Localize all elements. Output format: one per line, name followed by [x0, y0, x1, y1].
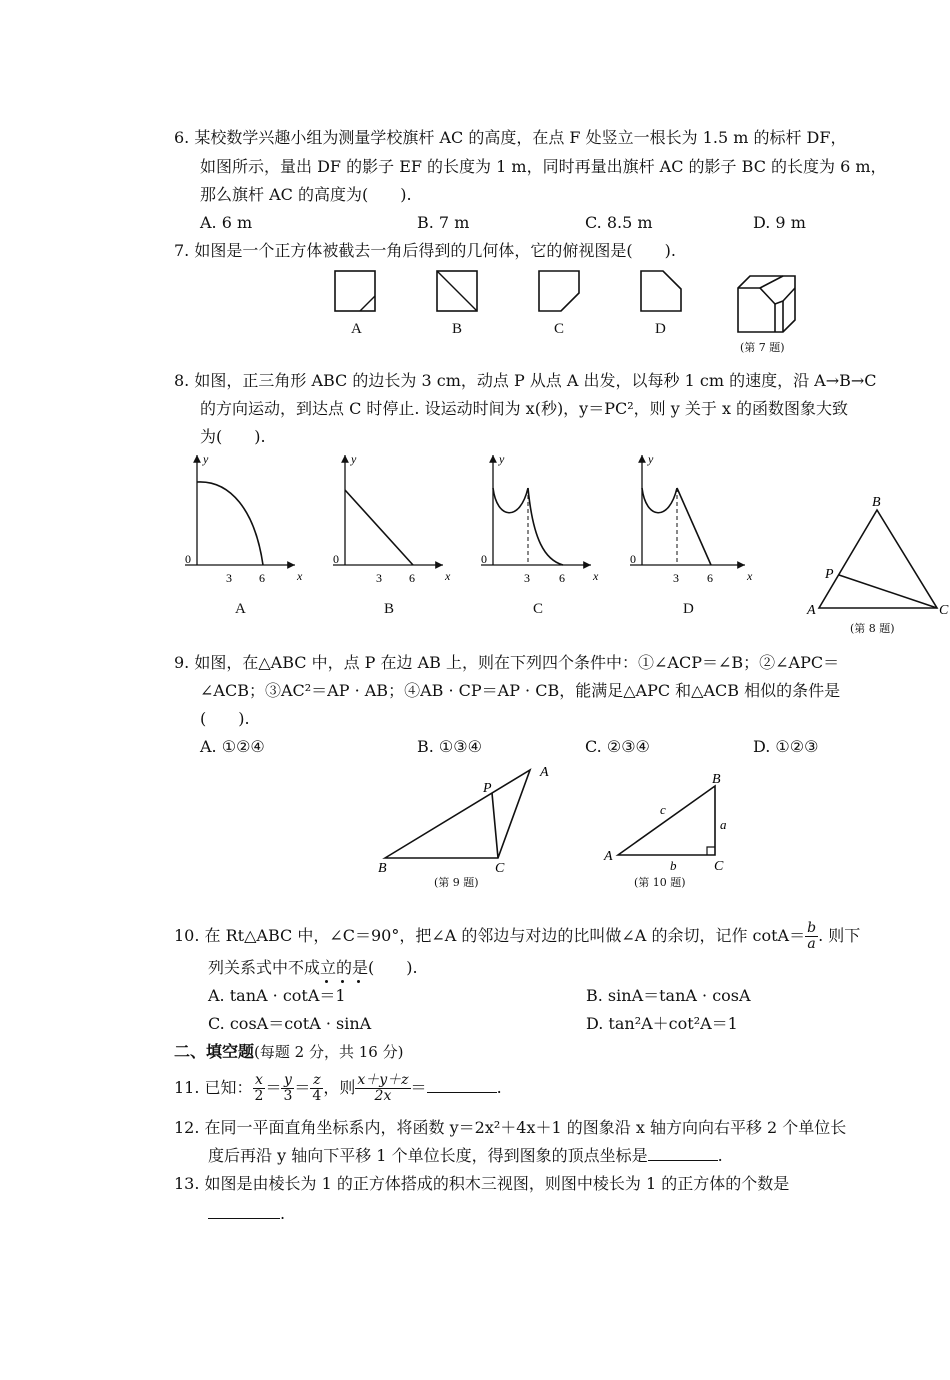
q8-graph-d	[630, 455, 745, 565]
q9-option-b: B. ①③④	[417, 737, 482, 756]
q9-point-b: B	[378, 861, 387, 876]
q10-emphasis-dot-1	[325, 980, 328, 983]
q9-line1: 9. 如图，在△ABC 中，点 P 在边 AB 上，则在下列四个条件中：①∠ACP＝∠B；②∠APC＝	[174, 653, 840, 672]
q8-c-xlabel: x	[593, 569, 599, 583]
q10-point-c: C	[714, 859, 724, 874]
q8-graph-label-b: B	[384, 601, 395, 617]
q11-f3-num: z	[310, 1073, 323, 1089]
section2-heading	[174, 1042, 403, 1062]
q8-graphs-figure	[175, 450, 755, 600]
q11-f4-num: x＋y＋z	[357, 1072, 409, 1088]
q8-line3: 为( ).	[200, 427, 266, 446]
q11-frac-y	[281, 1073, 294, 1104]
q11-answer-blank[interactable]	[427, 1078, 497, 1093]
q7-label-b: B	[452, 321, 463, 337]
q11-prefix: 11. 已知：	[174, 1078, 253, 1097]
q9-triangle-figure	[375, 762, 565, 877]
q8-b-ylabel: y	[351, 452, 357, 466]
q13-end: .	[280, 1204, 286, 1223]
q10-frac-numerator: b	[807, 920, 817, 936]
q8-point-p: P	[825, 567, 834, 582]
q8-point-c: C	[939, 603, 949, 618]
q9-option-a: A. ①②④	[200, 737, 265, 756]
q8-graph-label-a: A	[235, 601, 246, 617]
q8-a-tick3: 3	[226, 571, 232, 585]
q9-option-c: C. ②③④	[585, 737, 650, 756]
q11-eq2: ＝	[294, 1078, 311, 1097]
q8-graph-label-c: C	[533, 601, 544, 617]
q8-b-origin: 0	[333, 552, 339, 566]
q6-option-d: D. 9 m	[753, 213, 806, 232]
section2-note: (每题 2 分，共 16 分)	[254, 1043, 404, 1061]
q8-triangle-figure	[805, 490, 950, 618]
section2-title: 二、填空题	[174, 1042, 255, 1061]
q8-graph-c	[481, 455, 591, 565]
q10-line1	[174, 916, 860, 956]
q8-c-origin: 0	[481, 552, 487, 566]
q12-line2-wrap	[208, 1146, 723, 1166]
q6-option-b: B. 7 m	[417, 213, 470, 232]
q10-line1-text: 10. 在 Rt△ABC 中，∠C＝90°，把∠A 的邻边与对边的比叫做∠A 的余切，记作 cotA＝	[174, 926, 806, 945]
q8-graph-b	[333, 455, 443, 565]
q11-frac-z	[310, 1073, 323, 1104]
q9-point-c: C	[495, 861, 505, 876]
q11-line	[174, 1068, 502, 1108]
q7-view-a	[335, 271, 375, 311]
q12-line2: 度后再沿 y 轴向下平移 1 个单位长度，得到图象的顶点坐标是	[208, 1146, 648, 1165]
q7-caption: (第 7 题)	[740, 341, 785, 354]
q8-b-xlabel: x	[445, 569, 451, 583]
q11-f1-den: 2	[254, 1088, 264, 1104]
q8-line1: 8. 如图，正三角形 ABC 的边长为 3 cm，动点 P 从点 A 出发，以每秒 1 cm 的速度，沿 A→B→C	[174, 371, 877, 390]
q11-f2-num: y	[281, 1073, 294, 1089]
q11-end: .	[496, 1078, 502, 1097]
q8-d-tick6: 6	[707, 571, 713, 585]
q11-mid: ，则	[323, 1078, 356, 1097]
q10-emphasis-dot-3	[357, 980, 360, 983]
q8-a-origin: 0	[185, 552, 191, 566]
q8-a-tick6: 6	[259, 571, 265, 585]
q7-view-b	[437, 271, 477, 311]
q8-graph-a	[185, 455, 295, 565]
q8-c-tick6: 6	[559, 571, 565, 585]
q9-point-p: P	[483, 781, 492, 796]
q7-view-d	[641, 271, 681, 311]
q6-line2: 如图所示，量出 DF 的影子 EF 的长度为 1 m，同时再量出旗杆 AC 的影子 BC 的长度为 6 m，	[200, 157, 887, 176]
q10-option-c: C. cosA＝cotA · sinA	[208, 1014, 372, 1033]
q10-point-b: B	[712, 772, 721, 787]
q6-option-c: C. 8.5 m	[585, 213, 653, 232]
q7-views-figure	[330, 268, 810, 358]
q8-point-a: A	[807, 603, 816, 618]
q11-frac-sum	[355, 1073, 410, 1104]
q10-side-b: b	[670, 858, 677, 873]
q8-caption: (第 8 题)	[850, 622, 895, 635]
q8-c-ylabel: y	[499, 452, 505, 466]
q13-line1: 13. 如图是由棱长为 1 的正方体搭成的积木三视图，则图中棱长为 1 的正方体的个数是	[174, 1174, 790, 1193]
q10-side-c: c	[660, 802, 666, 817]
q10-line2: 列关系式中不成立的是( ).	[208, 958, 418, 977]
q10-option-d: D. tan²A＋cot²A＝1	[586, 1014, 738, 1033]
q7-cube-figure	[738, 276, 795, 332]
q11-frac-x	[253, 1073, 266, 1104]
q12-answer-blank[interactable]	[648, 1146, 718, 1161]
q8-d-ylabel: y	[648, 452, 654, 466]
q7-label-d: D	[655, 321, 666, 337]
q11-f1-num: x	[253, 1073, 266, 1089]
q13-answer-blank[interactable]	[208, 1204, 280, 1219]
q12-end: .	[717, 1146, 723, 1165]
q8-c-tick3: 3	[524, 571, 530, 585]
q8-b-tick6: 6	[409, 571, 415, 585]
q7-label-c: C	[554, 321, 565, 337]
q6-line1: 6. 某校数学兴趣小组为测量学校旗杆 AC 的高度，在点 F 处竖立一根长为 1.5 m 的标杆 DF，	[174, 128, 847, 147]
q8-d-origin: 0	[630, 552, 636, 566]
q13-line2-wrap	[208, 1204, 285, 1224]
q8-d-tick3: 3	[673, 571, 679, 585]
q8-a-ylabel: y	[203, 452, 209, 466]
q9-option-d: D. ①②③	[753, 737, 819, 756]
q9-line2: ∠ACB；③AC²＝AP · AB；④AB · CP＝AP · CB，能满足△APC 和△ACB 相似的条件是	[200, 681, 841, 700]
q10-option-a: A. tanA · cotA＝1	[208, 986, 346, 1005]
q10-side-a: a	[720, 817, 727, 832]
q8-d-xlabel: x	[747, 569, 753, 583]
q8-line2: 的方向运动，到达点 C 时停止. 设运动时间为 x(秒)，y＝PC²，则 y 关于 x 的函数图象大致	[200, 399, 849, 418]
q7-label-a: A	[351, 321, 362, 337]
q11-f2-den: 3	[283, 1088, 293, 1104]
q8-b-tick3: 3	[376, 571, 382, 585]
q9-point-a: A	[540, 765, 549, 780]
q9-caption: (第 9 题)	[434, 876, 479, 889]
q10-triangle-figure	[600, 768, 740, 878]
q7-view-c	[539, 271, 579, 311]
q6-option-a: A. 6 m	[200, 213, 253, 232]
q10-caption: (第 10 题)	[634, 876, 686, 889]
q8-point-b: B	[872, 495, 881, 510]
q10-line1-end: . 则下	[818, 926, 861, 945]
q6-line3: 那么旗杆 AC 的高度为( ).	[200, 185, 412, 204]
q10-point-a: A	[604, 849, 613, 864]
q9-line3: ( ).	[200, 709, 250, 728]
q7-line1: 7. 如图是一个正方体被截去一角后得到的几何体，它的俯视图是( ).	[174, 241, 676, 260]
q10-fraction	[805, 921, 818, 952]
q11-eq3: ＝	[410, 1078, 427, 1097]
q8-graph-label-d: D	[683, 601, 694, 617]
q12-line1: 12. 在同一平面直角坐标系内，将函数 y＝2x²＋4x＋1 的图象沿 x 轴方向向右平移 2 个单位长	[174, 1118, 847, 1137]
q8-a-xlabel: x	[297, 569, 303, 583]
q10-frac-denominator: a	[807, 936, 816, 952]
q10-option-b: B. sinA＝tanA · cosA	[586, 986, 751, 1005]
q11-f3-den: 4	[312, 1088, 322, 1104]
q10-emphasis-dot-2	[341, 980, 344, 983]
q11-f4-den: 2x	[374, 1088, 392, 1104]
q11-eq1: ＝	[265, 1078, 282, 1097]
